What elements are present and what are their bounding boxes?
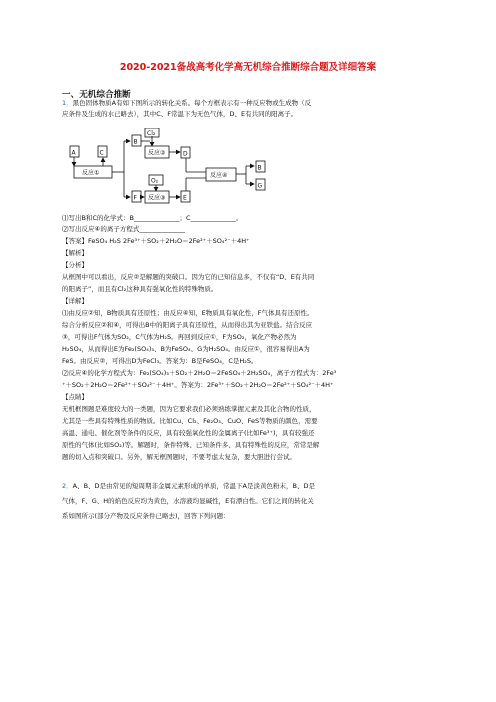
svg-text:O₂: O₂	[151, 177, 159, 185]
analysis-line-1: 从框图中可以看出，反应②是解题的突破口。因为它的已知信息多，不仅有“D、E有共同	[62, 273, 315, 281]
svg-text:A: A	[71, 149, 76, 157]
q2-stem-line-3: 系如图所示(部分产物及反应条件已略去)，回答下列问题：	[62, 512, 230, 520]
svg-text:Cl₂: Cl₂	[147, 130, 156, 137]
svg-text:反应③: 反应③	[148, 194, 166, 202]
svg-text:B: B	[133, 138, 138, 146]
tip-line: 无机框图题是难度较大的一类题，因为它要求我们必须熟练掌握元素及其化合物的性质，	[62, 405, 316, 413]
detail-line: FeS。由反应②，可得出D为FeCl₃。答案为：B是FeSO₄，C是H₂S。	[62, 357, 258, 365]
document-title: 2020-2021备战高考化学高无机综合推断综合题及详细答案	[119, 62, 377, 73]
svg-text:D: D	[183, 150, 188, 158]
tip-line: 题的切入点和突破口。另外，解无框图题时，不要考虑太复杂，要大胆进行尝试。	[62, 453, 296, 461]
q1-number: 1．	[62, 99, 73, 107]
q2-stem-text-1: A、B、D是由常见的短周期非金属元素形成的单质，常温下A是淡黄色粉末，B、D是	[72, 482, 315, 490]
tip-line: 原性的气体(比如SO₂)等。解题时，条件特殊、已知条件多、具有特殊性的反应，常常是解	[62, 441, 320, 449]
analysis-line-2: 的阳离子”，而且有Cl₂这种具有强氧化性的特殊物质。	[62, 285, 218, 293]
fenxi-label: 【分析】	[62, 261, 88, 269]
q1-stem-text-1: 黑色固体物质A有如下图所示的转化关系。每个方框表示有一种反应物或生成物（反	[72, 99, 312, 107]
detail-line: ⁺＋SO₂＋2H₂O＝2Fe²⁺＋SO₄²⁻＋4H⁺。答案为：2Fe³⁺＋SO₂＋2H₂O＝2Fe²⁺＋SO₄²⁻＋4H⁺	[62, 381, 334, 389]
svg-text:E: E	[183, 194, 187, 202]
svg-text:G: G	[257, 182, 263, 190]
dianjing-label: 【点睛】	[62, 393, 88, 401]
q2-number: 2．	[62, 482, 73, 490]
section-heading: 一、无机综合推断	[62, 90, 131, 100]
q2-stem-line-2: 气体，F、G、H的焰色反应均为黄色，水溶液均显碱性，E有漂白性。它们之间的转化关	[62, 497, 314, 505]
tip-line: 尤其是一些具有特殊性质的物质。比如Cu、Cl₂、Fe₂O₃、CuO、FeS等物质的颜色，需要	[62, 417, 318, 425]
detail-line: ⑵反应④的化学方程式为：Fe₂(SO₄)₃＋SO₂＋2H₂O＝2FeSO₄＋2H₂SO₄，离子方程式为：2Fe³	[62, 369, 337, 377]
q2-stem-line-1	[62, 481, 315, 491]
q1-stem-line-1	[62, 98, 311, 108]
q1-blank-line-2: ⑵写出反应④的离子方程式______________	[62, 225, 185, 233]
q1-stem-line-2: 应条件及生成的水已略去），其中C、F常温下为无色气体，D、E有共同的阳离子。	[62, 110, 298, 118]
svg-text:B: B	[257, 164, 262, 172]
detail-line: H₂SO₄，从而得出E为Fe₂(SO₄)₃、B为FeSO₄、G为H₂SO₄。由反应①，很容易得出A为	[62, 345, 310, 353]
tip-line: 高温、通电、催化剂等条件的反应，具有较强氧化性的金属离子(比如Fe³⁺)，具有较强还	[62, 429, 315, 437]
q1-blank-line-1: ⑴写出B和C的化学式：B______________；C______________。	[62, 214, 243, 222]
detail-line: ③，可得出F气体为SO₂，C气体为H₂S。再回到反应①，F为SO₂，氧化产物必然为	[62, 333, 297, 341]
svg-text:反应②: 反应②	[148, 149, 166, 157]
detail-line: ⑴由反应②知，B物质具有还原性；由反应④知，E物质具有氧化性，F气体具有还原性。	[62, 309, 314, 317]
reaction-diagram	[68, 128, 318, 210]
detail-line: 综合分析反应②和④，可得出B中的阳离子具有还原性，从而得出其为亚铁盐。结合反应	[62, 321, 313, 329]
xiangjie-label: 【详解】	[62, 297, 88, 305]
svg-text:C: C	[99, 149, 104, 157]
q1-answer: 【答案】FeSO₄ H₂S 2Fe³⁺＋SO₂＋2H₂O＝2Fe²⁺＋SO₄²⁻＋4H⁺	[62, 237, 250, 245]
svg-text:反应④: 反应④	[210, 172, 228, 179]
svg-text:反应①: 反应①	[82, 169, 100, 177]
jiexi-label: 【解析】	[62, 249, 88, 257]
svg-text:F: F	[133, 194, 137, 202]
